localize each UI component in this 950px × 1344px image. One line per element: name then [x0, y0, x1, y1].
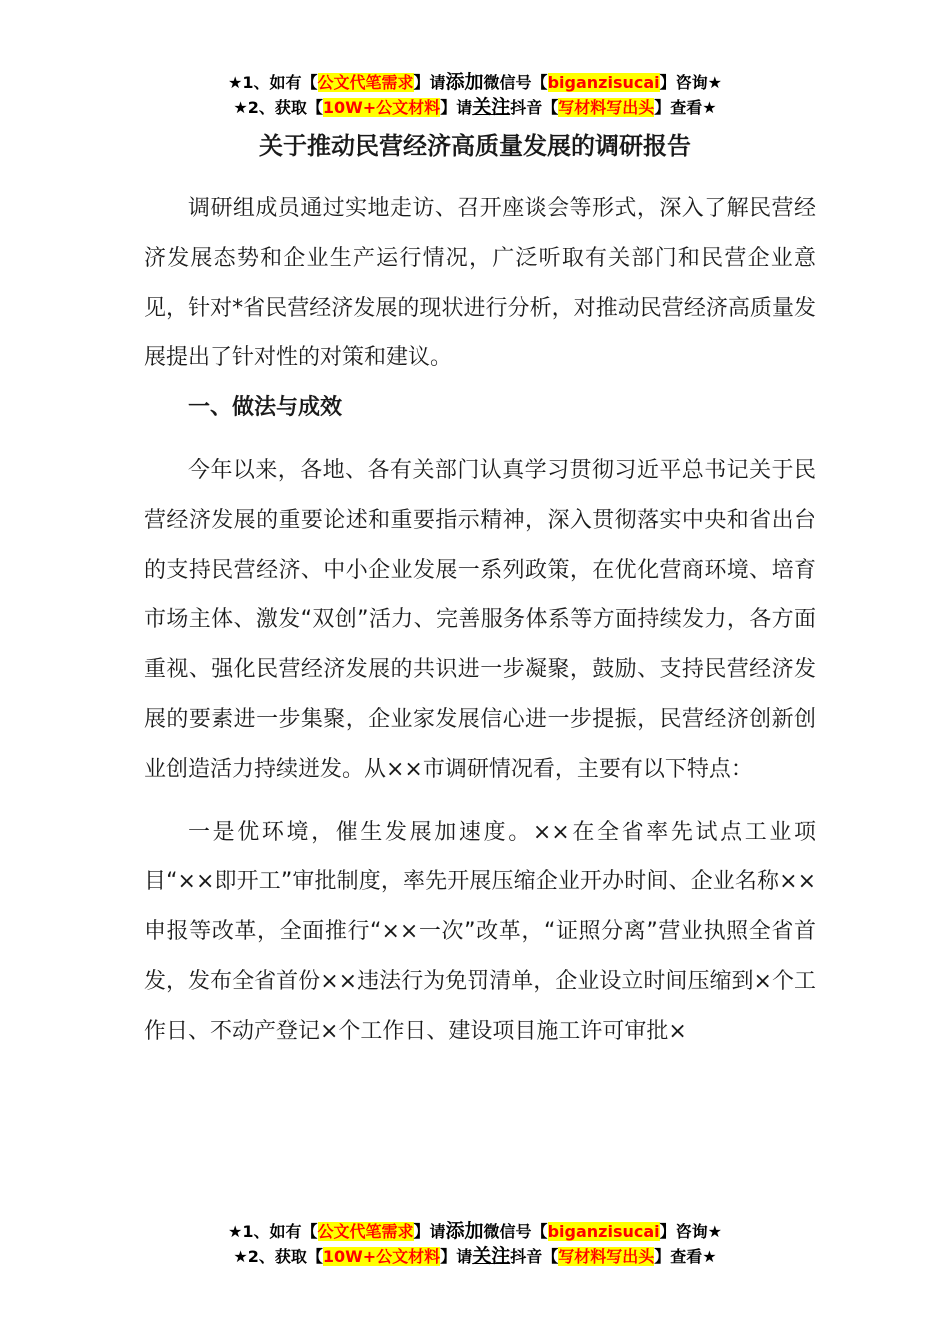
- promo-text: 】请: [440, 98, 473, 117]
- promo-douyin-id: 写材料写出头: [558, 1247, 655, 1266]
- promo-text: 】咨询★: [659, 1222, 722, 1241]
- promo-douyin-id: 写材料写出头: [558, 98, 655, 117]
- promo-text: 抖音【: [510, 98, 559, 117]
- header-promo: [0, 70, 950, 120]
- promo-emphasis: 添加: [445, 1220, 484, 1242]
- body-paragraph: 今年以来，各地、各有关部门认真学习贯彻习近平总书记关于民营经济发展的重要论述和重要指示精神，深入贯彻落实中央和省出台的支持民营经济、中小企业发展一系列政策，在优化营商环境、培育市场主体、激发“双创”活力、完善服务体系等方面持续发力，各方面重视、强化民营经济发展的共识进一步凝聚，鼓励、支持民营经济发展的要素进一步集聚，企业家发展信心进一步提振，民营经济创新创业创造活力持续迸发。从××市调研情况看，主要有以下特点：: [144, 457, 816, 782]
- promo-text: 】请: [440, 1247, 473, 1266]
- promo-line-2: [0, 95, 950, 120]
- intro-paragraph: 调研组成员通过实地走访、召开座谈会等形式，深入了解民营经济发展态势和企业生产运行情况，广泛听取有关部门和民营企业意见，针对*省民营经济发展的现状进行分析，对推动民营经济高质量发展提出了针对性的对策和建议。: [144, 196, 816, 371]
- promo-highlight: 公文代笔需求: [317, 73, 414, 92]
- promo-text: 】咨询★: [659, 73, 722, 92]
- promo-emphasis: 关注: [472, 96, 511, 118]
- promo-highlight: 10W+公文材料: [322, 1247, 441, 1266]
- promo-text: 】查看★: [654, 98, 717, 117]
- footer-promo: [0, 1219, 950, 1269]
- promo-wechat-id: biganzisucai: [547, 1222, 660, 1241]
- promo-wechat-id: biganzisucai: [547, 73, 660, 92]
- promo-highlight: 公文代笔需求: [317, 1222, 414, 1241]
- body-paragraph: 一是优环境，催生发展加速度。××在全省率先试点工业项目“××即开工”审批制度，率先开展压缩企业开办时间、企业名称××申报等改革，全面推行“××一次”改革，“证照分离”营业执照全省首发，发布全省首份××违法行为免罚清单，企业设立时间压缩到×个工作日、不动产登记×个工作日、建设项目施工许可审批×: [144, 819, 816, 1044]
- promo-text: 】查看★: [654, 1247, 717, 1266]
- promo-line-2: [0, 1244, 950, 1269]
- document-body: [144, 184, 816, 1057]
- section-heading: 一、做法与成效: [188, 395, 343, 421]
- promo-emphasis: 关注: [472, 1245, 511, 1267]
- promo-text: ★1、如有【: [228, 1222, 318, 1241]
- promo-text: 】请: [413, 73, 446, 92]
- promo-line-1: [0, 70, 950, 95]
- promo-text: 】请: [413, 1222, 446, 1241]
- document-title: 关于推动民营经济高质量发展的调研报告: [259, 132, 691, 160]
- promo-text: ★2、获取【: [233, 98, 323, 117]
- promo-emphasis: 添加: [445, 71, 484, 93]
- promo-text: ★1、如有【: [228, 73, 318, 92]
- promo-highlight: 10W+公文材料: [322, 98, 441, 117]
- promo-text: ★2、获取【: [233, 1247, 323, 1266]
- promo-text: 微信号【: [483, 1222, 548, 1241]
- promo-line-1: [0, 1219, 950, 1244]
- promo-text: 微信号【: [483, 73, 548, 92]
- promo-text: 抖音【: [510, 1247, 559, 1266]
